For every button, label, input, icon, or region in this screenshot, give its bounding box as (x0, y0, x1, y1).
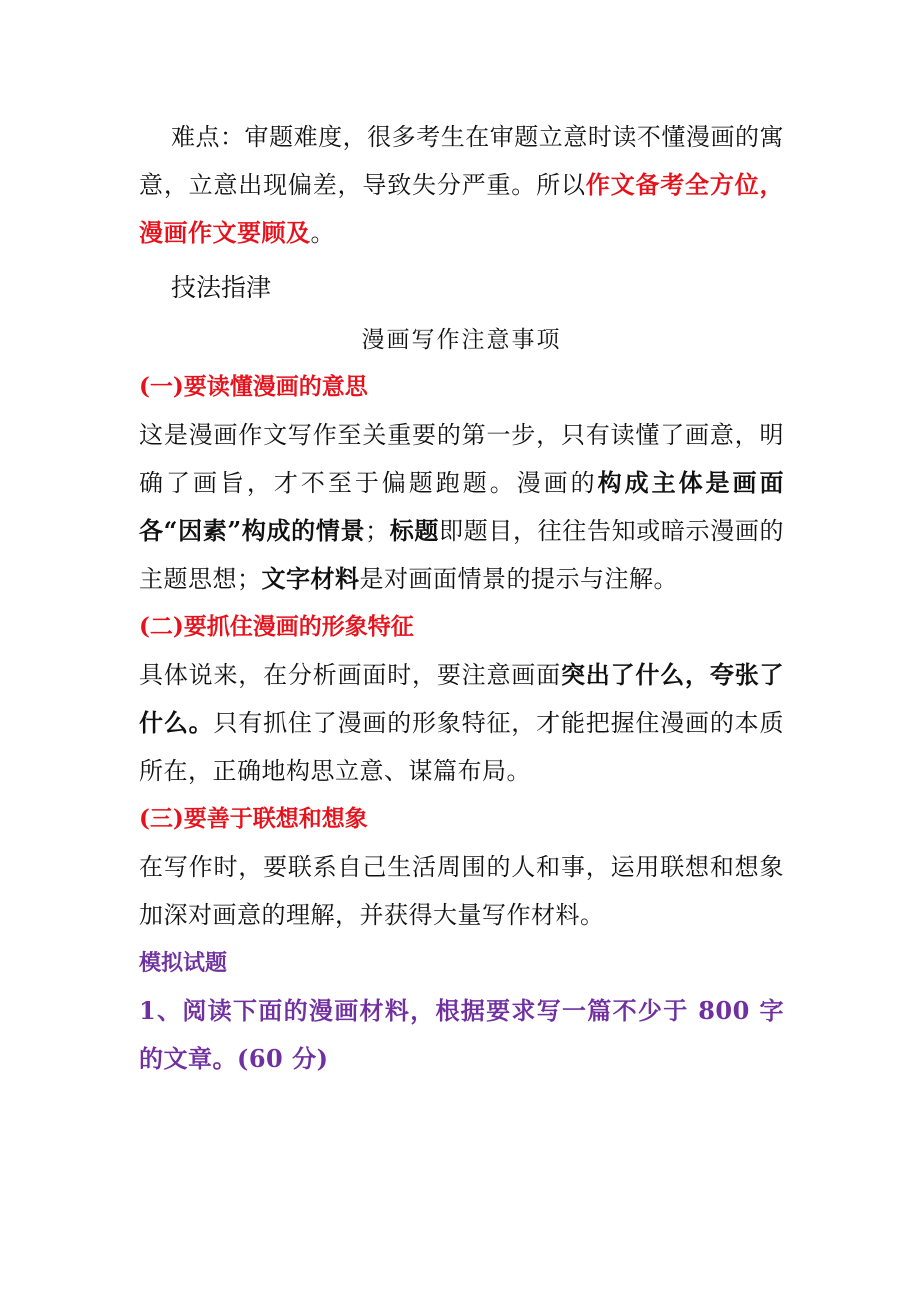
intro-text: 难点：审题难度，很多考生在审题立意时读不懂漫画的寓意，立意出现偏差，导致失分严重。所以 (139, 123, 784, 199)
section-body-3: 在写作时，要联系自己生活周围的人和事，运用联想和想象加深对画意的理解，并获得大量写作材料。 (139, 853, 784, 929)
intro-paragraph (139, 113, 784, 257)
section-2-text-b: 只有抓住了漫画的形象特征，才能把握住漫画的本质所在，正确地构思立意、谋篇布局。 (139, 709, 785, 785)
technique-heading: 技法指津 (171, 273, 272, 302)
section-1-text-d: 是对画面情景的提示与注解。 (359, 565, 678, 593)
section-heading-1: (一)要读懂漫画的意思 (139, 373, 368, 400)
section-1-bold-c: 文字材料 (261, 564, 360, 593)
intro-highlight: 作文备考全方位，漫画作文要顾及 (139, 170, 785, 247)
section-2-text-a: 具体说来，在分析画面时，要注意画面 (139, 661, 561, 689)
section-heading-2: (二)要抓住漫画的形象特征 (139, 613, 414, 640)
section-1-bold-b: 标题 (389, 516, 440, 545)
notes-title: 漫画写作注意事项 (361, 327, 562, 353)
document-page (139, 113, 784, 1083)
section-body-1 (139, 411, 784, 603)
section-1-text-a: 这是漫画作文写作至关重要的第一步，只有读懂了画意，明确了画旨，才不至于偏题跑题。漫画的 (139, 421, 784, 497)
simulation-heading: 模拟试题 (139, 950, 228, 976)
simulation-question: 1、阅读下面的漫画材料，根据要求写一篇不少于 800 字的文章。(60 分) (139, 996, 784, 1073)
section-2-bold-a: 突出了什么，夸张了什么。 (139, 660, 785, 737)
section-1-text-c: 即题目，往往告知或暗示漫画的主题思想； (139, 517, 785, 593)
section-heading-3: (三)要善于联想和想象 (139, 805, 368, 832)
intro-end: 。 (310, 219, 335, 247)
section-1-text-b: ； (365, 517, 390, 545)
section-1-bold-a: 构成主体是画面各“因素”构成的情景 (139, 468, 785, 545)
section-body-2 (139, 651, 784, 795)
